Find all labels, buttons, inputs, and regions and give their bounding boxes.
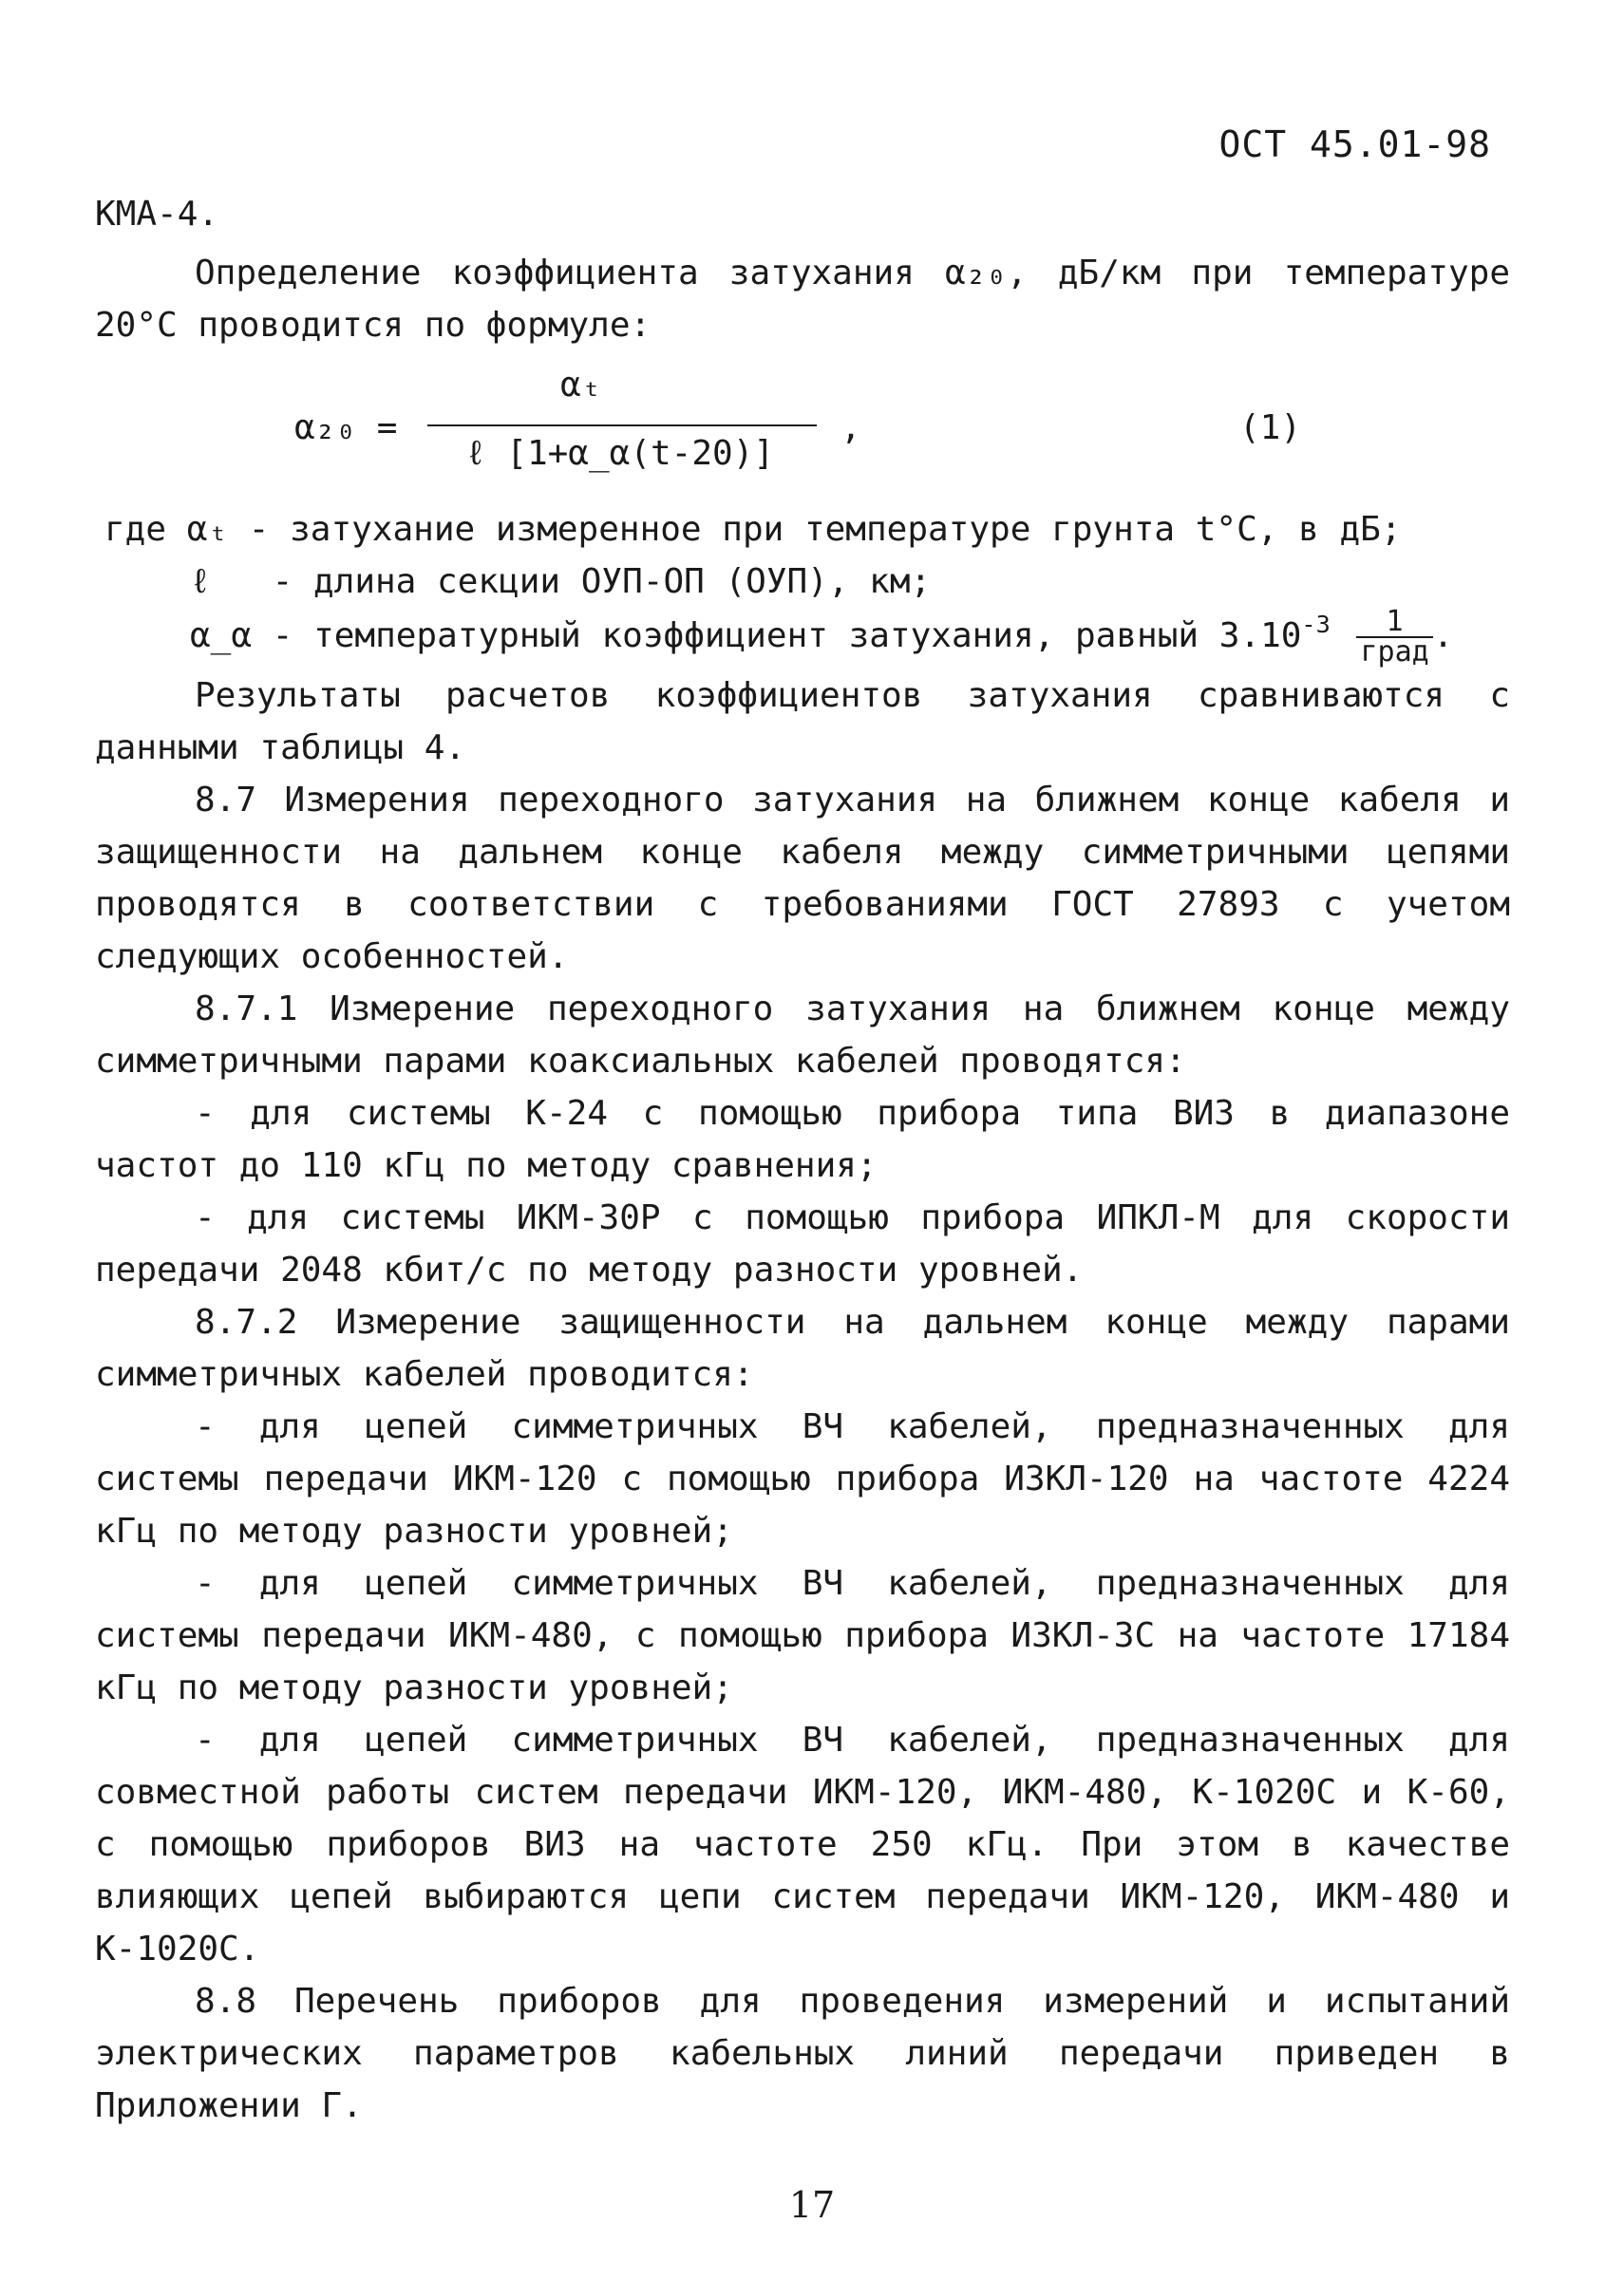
paragraph-ikm30r: - для системы ИКМ-30Р с помощью прибора ИПКЛ-М для скорости передачи 2048 кбит/с по методу разности уровней. — [95, 1198, 1510, 1290]
paragraph-results: Результаты расчетов коэффициентов затухания сравниваются с данными таблицы 4. — [95, 676, 1510, 767]
exponent: -3 — [1301, 610, 1331, 638]
formula-number: (1) — [1239, 408, 1302, 447]
paragraph-joint-systems: - для цепей симметричных ВЧ кабелей, предназначенных для совместной работы систем передачи ИКМ-120, ИКМ-480, К-1020С и К-60, с помощью приборов ВИЗ на частоте 250 кГц. При этом в качестве влияющих цепей выбираются цепи систем передачи ИКМ-120, ИКМ-480 и К-1020С. — [95, 1721, 1510, 1969]
unit-fraction — [1356, 605, 1432, 669]
formula-comma: , — [840, 408, 861, 447]
formula-numerator: αₜ — [560, 366, 602, 405]
paragraph-ikm120: - для цепей симметричных ВЧ кабелей, предназначенных для системы передачи ИКМ-120 с помощью прибора ИЗКЛ-120 на частоте 4224 кГц по методу разности уровней; — [95, 1407, 1510, 1551]
paragraph-k24: - для системы К-24 с помощью прибора типа ВИЗ в диапазоне частот до 110 кГц по методу сравнения; — [95, 1094, 1510, 1185]
paragraph-8-7-1: 8.7.1 Измерение переходного затухания на ближнем конце между симметричными парами коаксиальных кабелей проводятся: — [95, 989, 1510, 1081]
document-code: ОСТ 45.01-98 — [1218, 123, 1491, 165]
page-number: 17 — [788, 2184, 836, 2226]
definition-at-text: - затухание измеренное при температуре грунта t°С, в дБ; — [248, 510, 1402, 549]
paragraph-8-8: 8.8 Перечень приборов для проведения измерений и испытаний электрических параметров кабельных линий передачи приведен в Приложении Г. — [95, 1982, 1510, 2125]
symbol-l: ℓ — [190, 562, 211, 601]
paragraph-ikm480: - для цепей симметричных ВЧ кабелей, предназначенных для системы передачи ИКМ-480, с помощью прибора ИЗКЛ-3С на частоте 17184 кГц по методу разности уровней; — [95, 1564, 1510, 1707]
formula-1 — [285, 366, 1330, 489]
definition-aa-text: - температурный коэффициент затухания, равный 3.10 — [272, 616, 1302, 655]
definition-at — [104, 503, 1453, 556]
intro-line: КМА-4. — [95, 195, 219, 234]
definition-aa-end: . — [1432, 616, 1454, 655]
unit-fraction-numerator: 1 — [1356, 608, 1432, 638]
intro-paragraph — [95, 247, 1510, 351]
variable-definitions — [104, 503, 1454, 669]
formula-lhs: α₂₀ = — [294, 408, 398, 447]
fraction-bar — [427, 424, 817, 426]
paragraph-8-7-2: 8.7.2 Измерение защищенности на дальнем конце между парами симметричных кабелей проводится: — [95, 1303, 1510, 1394]
unit-fraction-denominator: град — [1360, 635, 1429, 669]
symbol-at: αₜ — [186, 510, 229, 549]
symbol-aa: α_α — [190, 616, 253, 655]
definition-l — [190, 556, 1453, 608]
where-label: где — [104, 510, 167, 549]
paragraph-formula-intro: Определение коэффициента затухания α₂₀, дБ/км при температуре 20°С проводится по формуле: — [95, 254, 1510, 345]
body-text — [95, 669, 1510, 2132]
definition-l-text: - длина секции ОУП-ОП (ОУП), км; — [272, 562, 932, 601]
formula-denominator: ℓ [1+α_α(t-20)] — [465, 434, 775, 473]
definition-aa — [190, 605, 1454, 669]
paragraph-8-7: 8.7 Измерения переходного затухания на ближнем конце кабеля и защищенности на дальнем конце кабеля между симметричными цепями проводятся в соответствии с требованиями ГОСТ 27893 с учетом следующих особенностей. — [95, 781, 1510, 976]
